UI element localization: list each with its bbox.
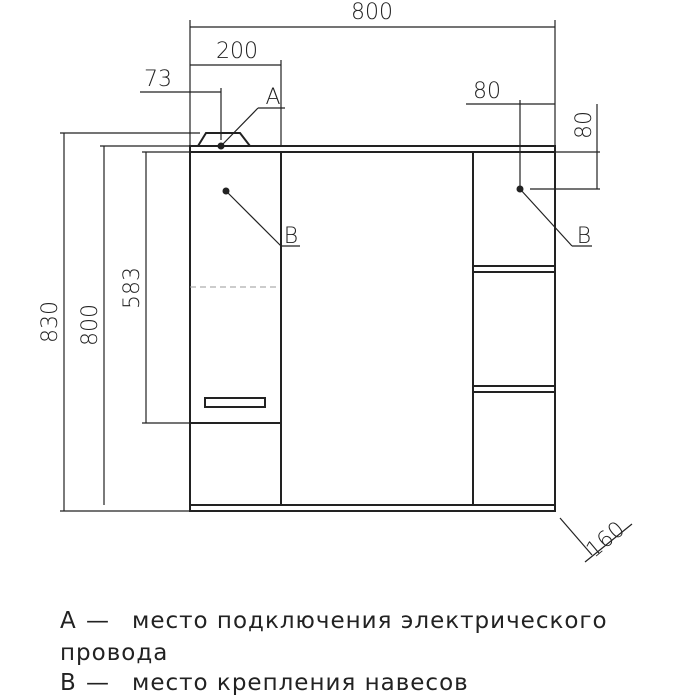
- marker-a-label: A: [265, 85, 281, 110]
- legend-b-key: B: [60, 670, 77, 696]
- shelf-lower: [473, 386, 555, 392]
- shelf-upper: [473, 266, 555, 272]
- legend-a-key: A: [60, 608, 77, 634]
- legend-b-dash: —: [86, 670, 110, 696]
- marker-b-right-label: B: [576, 224, 592, 249]
- cabinet-outline: [190, 146, 555, 511]
- dim-label-overall-width: 800: [351, 0, 393, 25]
- dim-label-connection-offset-small: 73: [144, 67, 172, 92]
- door-handle: [205, 398, 265, 407]
- legend-b-text: место крепления навесов: [132, 670, 469, 696]
- legend-a-text: место подключения электрического: [132, 608, 608, 634]
- legend-a-continued: [60, 640, 168, 666]
- legend-a-text-cont: провода: [60, 640, 169, 666]
- leader-a: [221, 108, 258, 146]
- mirror-panel: [281, 152, 473, 505]
- leader-b-right: [520, 189, 572, 246]
- dim-label-upper-height: 583: [120, 267, 145, 309]
- right-shelves: [473, 152, 555, 505]
- dim-label-right-offset-v: 80: [572, 111, 597, 139]
- lamp-housing: [198, 133, 250, 146]
- dim-label-depth: 160: [581, 516, 630, 564]
- dim-label-connection-offset: 200: [216, 39, 258, 64]
- leader-b-left: [226, 191, 281, 246]
- dim-label-body-height: 800: [78, 304, 103, 346]
- dim-label-overall-height: 830: [38, 301, 63, 343]
- legend-a-dash: —: [86, 608, 110, 634]
- dim-label-right-offset-h: 80: [473, 79, 501, 104]
- left-door: [190, 152, 281, 505]
- marker-b-left-label: B: [283, 224, 299, 249]
- legend-b: [60, 670, 469, 696]
- legend-a: [60, 608, 608, 634]
